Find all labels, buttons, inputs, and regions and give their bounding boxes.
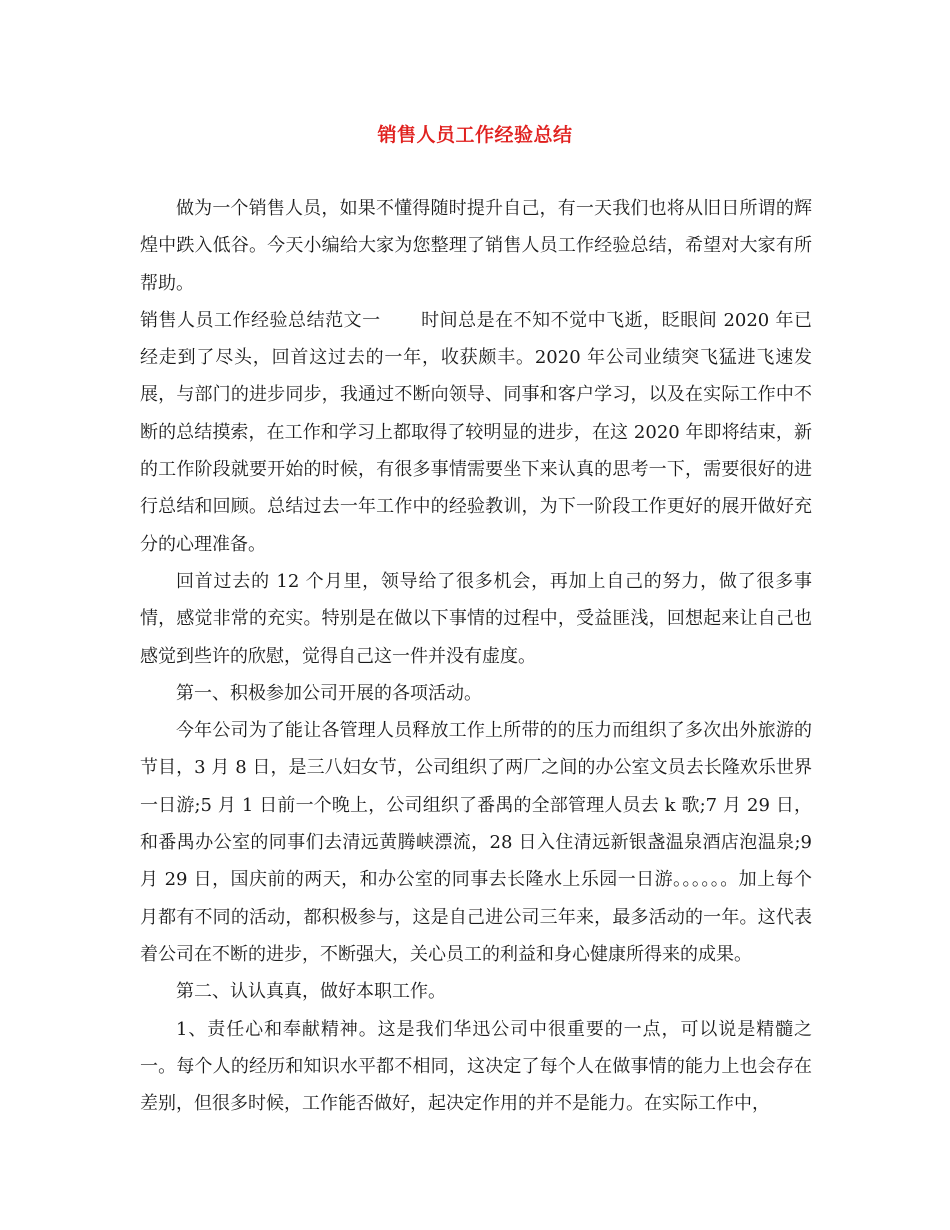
paragraph-intro: 做为一个销售人员，如果不懂得随时提升自己，有一天我们也将从旧日所谓的辉煌中跌入低谷。今天小编给大家为您整理了销售人员工作经验总结，希望对大家有所帮助。 [140, 198, 812, 294]
sample-opening: 时间总是在不知不觉中飞逝，眨眼间 2020 年已经走到了尽头，回首这过去的一年，收获颇丰。2020 年公司业绩突飞猛进飞速发展，与部门的进步同步，我通过不断向领导、同事和客户学习，以及在实际工作中不断的总结摸索，在工作和学习上都取得了较明显的进步，在这 2020 年即将结束，新的工作阶段就要开始的时候，有很多事情需要坐下来认真的思考一下，需要很好的进行总结和回顾。总结过去一年工作中的经验教训，为下一阶段工作更好的展开做好充分的心理准备。 [140, 309, 812, 555]
paragraph-sample-block [140, 302, 812, 563]
paragraph-responsibility: 1、责任心和奉献精神。这是我们华迅公司中很重要的一点，可以说是精髓之一。每个人的经历和知识水平都不相同，这决定了每个人在做事情的能力上也会存在差别，但很多时候，工作能否做好，起决定作用的并不是能力。在实际工作中， [140, 1018, 812, 1115]
document-title: 销售人员工作经验总结 [377, 124, 573, 146]
paragraph-review: 回首过去的 12 个月里，领导给了很多机会，再加上自己的努力，做了很多事情，感觉非常的充实。特别是在做以下事情的过程中，受益匪浅，回想起来让自己也感觉到些许的欣慰，觉得自己这一件并没有虚度。 [140, 570, 812, 667]
paragraph-second-heading: 第二、认认真真，做好本职工作。 [176, 981, 446, 1003]
document-body [140, 190, 812, 1122]
paragraph-first-heading: 第一、积极参加公司开展的各项活动。 [176, 682, 482, 704]
paragraph-activities: 今年公司为了能让各管理人员释放工作上所带的的压力而组织了多次出外旅游的节目，3 月 8 日，是三八妇女节，公司组织了两厂之间的办公室文员去长隆欢乐世界一日游;5 月 1 日前一个晚上，公司组织了番禺的全部管理人员去 k 歌;7 月 29 日，和番禺办公室的同事们去清远黄腾峡漂流，28 日入住清远新银盏温泉酒店泡温泉;9 月 29 日，国庆前的两天，和办公室的同事去长隆水上乐园一日游。。。。。。加上每个月都有不同的活动，都积极参与，这是自己进公司三年来，最多活动的一年。这代表着公司在不断的进步，不断强大，关心员工的利益和身心健康所得来的成果。 [140, 720, 812, 965]
sample-heading: 销售人员工作经验总结范文一 [140, 309, 381, 331]
